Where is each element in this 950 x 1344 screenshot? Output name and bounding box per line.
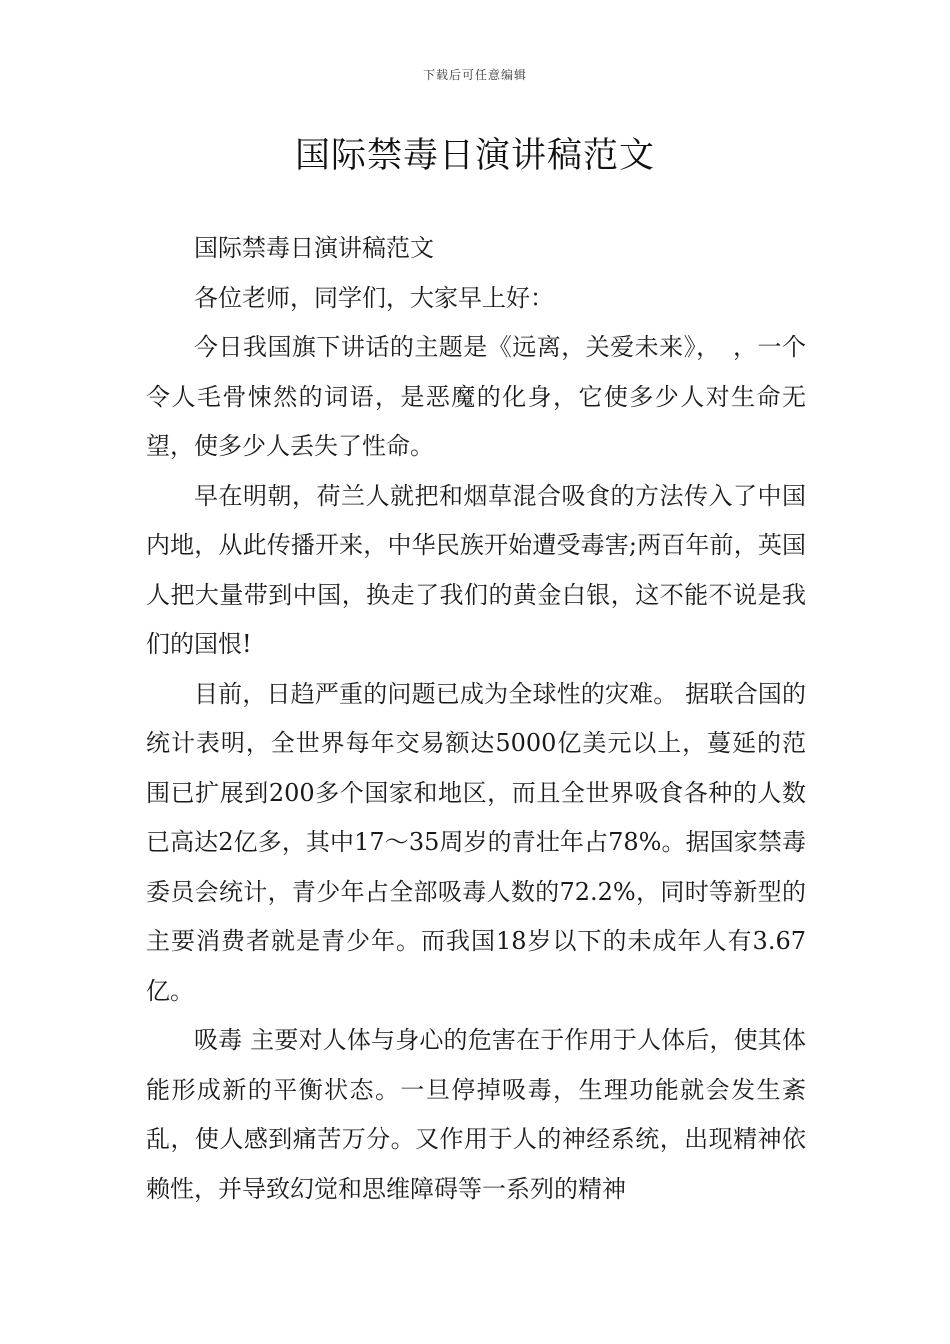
paragraph-title-repeat: 国际禁毒日演讲稿范文 bbox=[194, 234, 434, 262]
header-note: 下载后可任意编辑 bbox=[422, 68, 527, 82]
document-title: 国际禁毒日演讲稿范文 bbox=[294, 136, 655, 176]
paragraph-statistics: 目前，日趋严重的问题已成为全球性的灾难。 据联合国的统计表明，全世界每年交易额达5000亿美元以上，蔓延的范围已扩展到200多个国家和地区，而且全世界吸食各种的人数已高达2亿多，其中17～35周岁的青壮年占78%。据国家禁毒委员会统计，青少年占全部吸毒人数的72.2%，同时等新型的主要消费者就是青少年。而我国18岁以下的未成年人有3.67亿。 bbox=[146, 679, 806, 1005]
paragraph-harm: 吸毒 主要对人体与身心的危害在于作用于人体后，使其体能形成新的平衡状态。一旦停掉吸毒，生理功能就会发生紊乱，使人感到痛苦万分。又作用于人的神经系统，出现精神依赖性，并导致幻觉和思维障碍等一系列的精神 bbox=[146, 1026, 806, 1203]
document-body bbox=[146, 224, 806, 1214]
paragraph-greeting: 各位老师，同学们，大家早上好： bbox=[194, 283, 554, 312]
paragraph-topic: 今日我国旗下讲话的主题是《远离，关爱未来》， ，一个令人毛骨悚然的词语，是恶魔的化身，它使多少人对生命无望，使多少人丢失了性命。 bbox=[146, 333, 806, 460]
paragraph-history: 早在明朝，荷兰人就把和烟草混合吸食的方法传入了中国内地，从此传播开来，中华民族开始遭受毒害;两百年前，英国人把大量带到中国，换走了我们的黄金白银，这不能不说是我们的国恨! bbox=[146, 481, 806, 658]
